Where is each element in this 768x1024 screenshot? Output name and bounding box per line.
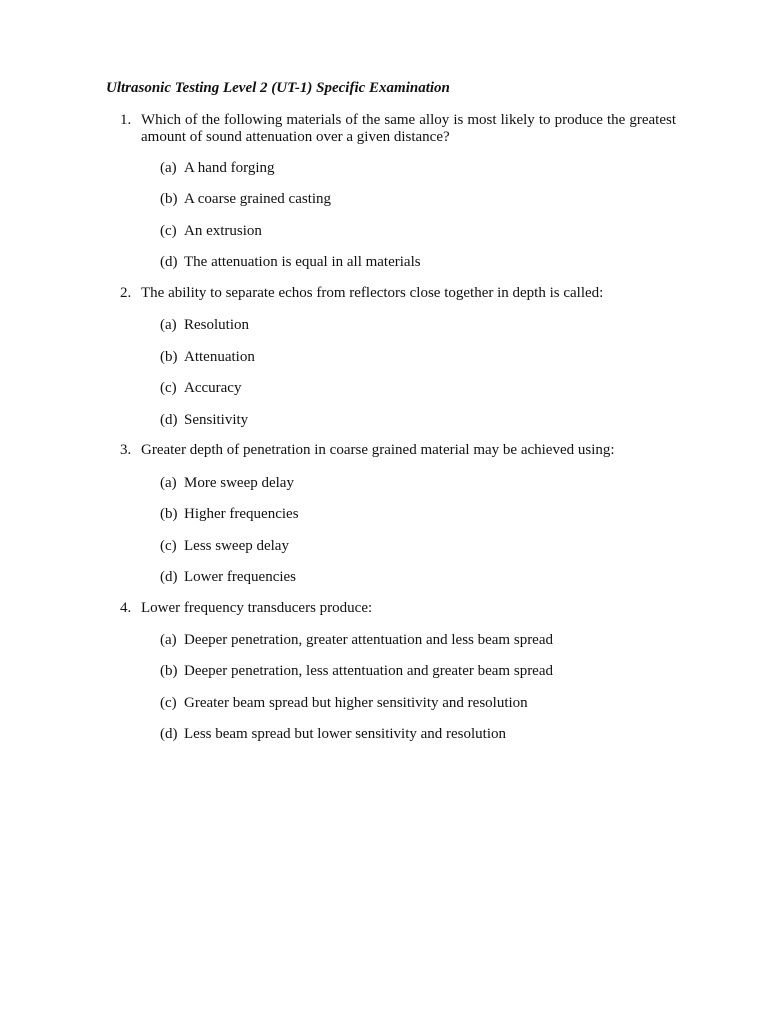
- option-letter: (d): [160, 726, 178, 742]
- answer-option: [160, 222, 262, 240]
- option-letter: (a): [160, 160, 177, 176]
- option-text: More sweep delay: [184, 475, 294, 491]
- answer-option: [160, 411, 248, 429]
- question-number: 4.: [120, 600, 132, 616]
- answer-option: [160, 190, 331, 208]
- option-text: Deeper penetration, greater attentuation and less beam spread: [184, 632, 554, 648]
- option-letter: (b): [160, 191, 178, 207]
- option-letter: (d): [160, 412, 178, 428]
- option-text: Less sweep delay: [184, 538, 289, 554]
- answer-option: [160, 505, 299, 523]
- option-letter: (c): [160, 695, 177, 711]
- option-text: Deeper penetration, less attentuation and greater beam spread: [184, 663, 554, 679]
- option-text: A hand forging: [184, 160, 275, 176]
- question-1: [120, 112, 676, 145]
- option-text: Sensitivity: [184, 412, 249, 428]
- question-text: Which of the following materials of the same alloy is most likely to produce the greatest amount of sound attenuation over a given distance?: [141, 112, 676, 145]
- option-letter: (b): [160, 663, 178, 679]
- option-text: Lower frequencies: [184, 569, 297, 585]
- option-text: Accuracy: [184, 380, 242, 396]
- option-text: Higher frequencies: [184, 506, 299, 522]
- option-letter: (c): [160, 223, 177, 239]
- question-text: Greater depth of penetration in coarse grained material may be achieved using:: [141, 442, 615, 458]
- question-3: [120, 442, 676, 459]
- answer-option: [160, 253, 421, 271]
- question-number: 3.: [120, 442, 132, 458]
- answer-option: [160, 725, 506, 743]
- answer-option: [160, 159, 275, 177]
- answer-option: [160, 662, 553, 680]
- option-text: Greater beam spread but higher sensitivity and resolution: [184, 695, 528, 711]
- option-text: A coarse grained casting: [184, 191, 332, 207]
- option-letter: (d): [160, 254, 178, 270]
- question-number: 1.: [120, 112, 132, 128]
- answer-option: [160, 316, 249, 334]
- option-letter: (a): [160, 317, 177, 333]
- option-letter: (d): [160, 569, 178, 585]
- document-title: Ultrasonic Testing Level 2 (UT-1) Specific Examination: [106, 80, 450, 96]
- option-text: An extrusion: [184, 223, 262, 239]
- question-4: [120, 600, 676, 617]
- question-text: Lower frequency transducers produce:: [141, 600, 373, 616]
- answer-option: [160, 568, 296, 586]
- option-text: The attenuation is equal in all materials: [184, 254, 421, 270]
- question-number: 2.: [120, 285, 132, 301]
- answer-option: [160, 379, 241, 397]
- option-letter: (c): [160, 538, 177, 554]
- option-letter: (b): [160, 506, 178, 522]
- question-text: The ability to separate echos from reflectors close together in depth is called:: [141, 285, 604, 301]
- option-letter: (b): [160, 349, 178, 365]
- option-text: Resolution: [184, 317, 250, 333]
- option-text: Less beam spread but lower sensitivity and resolution: [184, 726, 507, 742]
- option-letter: (a): [160, 475, 177, 491]
- question-2: [120, 285, 676, 302]
- option-letter: (a): [160, 632, 177, 648]
- option-text: Attenuation: [184, 349, 255, 365]
- option-letter: (c): [160, 380, 177, 396]
- answer-option: [160, 631, 553, 649]
- answer-option: [160, 694, 528, 712]
- answer-option: [160, 348, 255, 366]
- answer-option: [160, 474, 294, 492]
- answer-option: [160, 537, 289, 555]
